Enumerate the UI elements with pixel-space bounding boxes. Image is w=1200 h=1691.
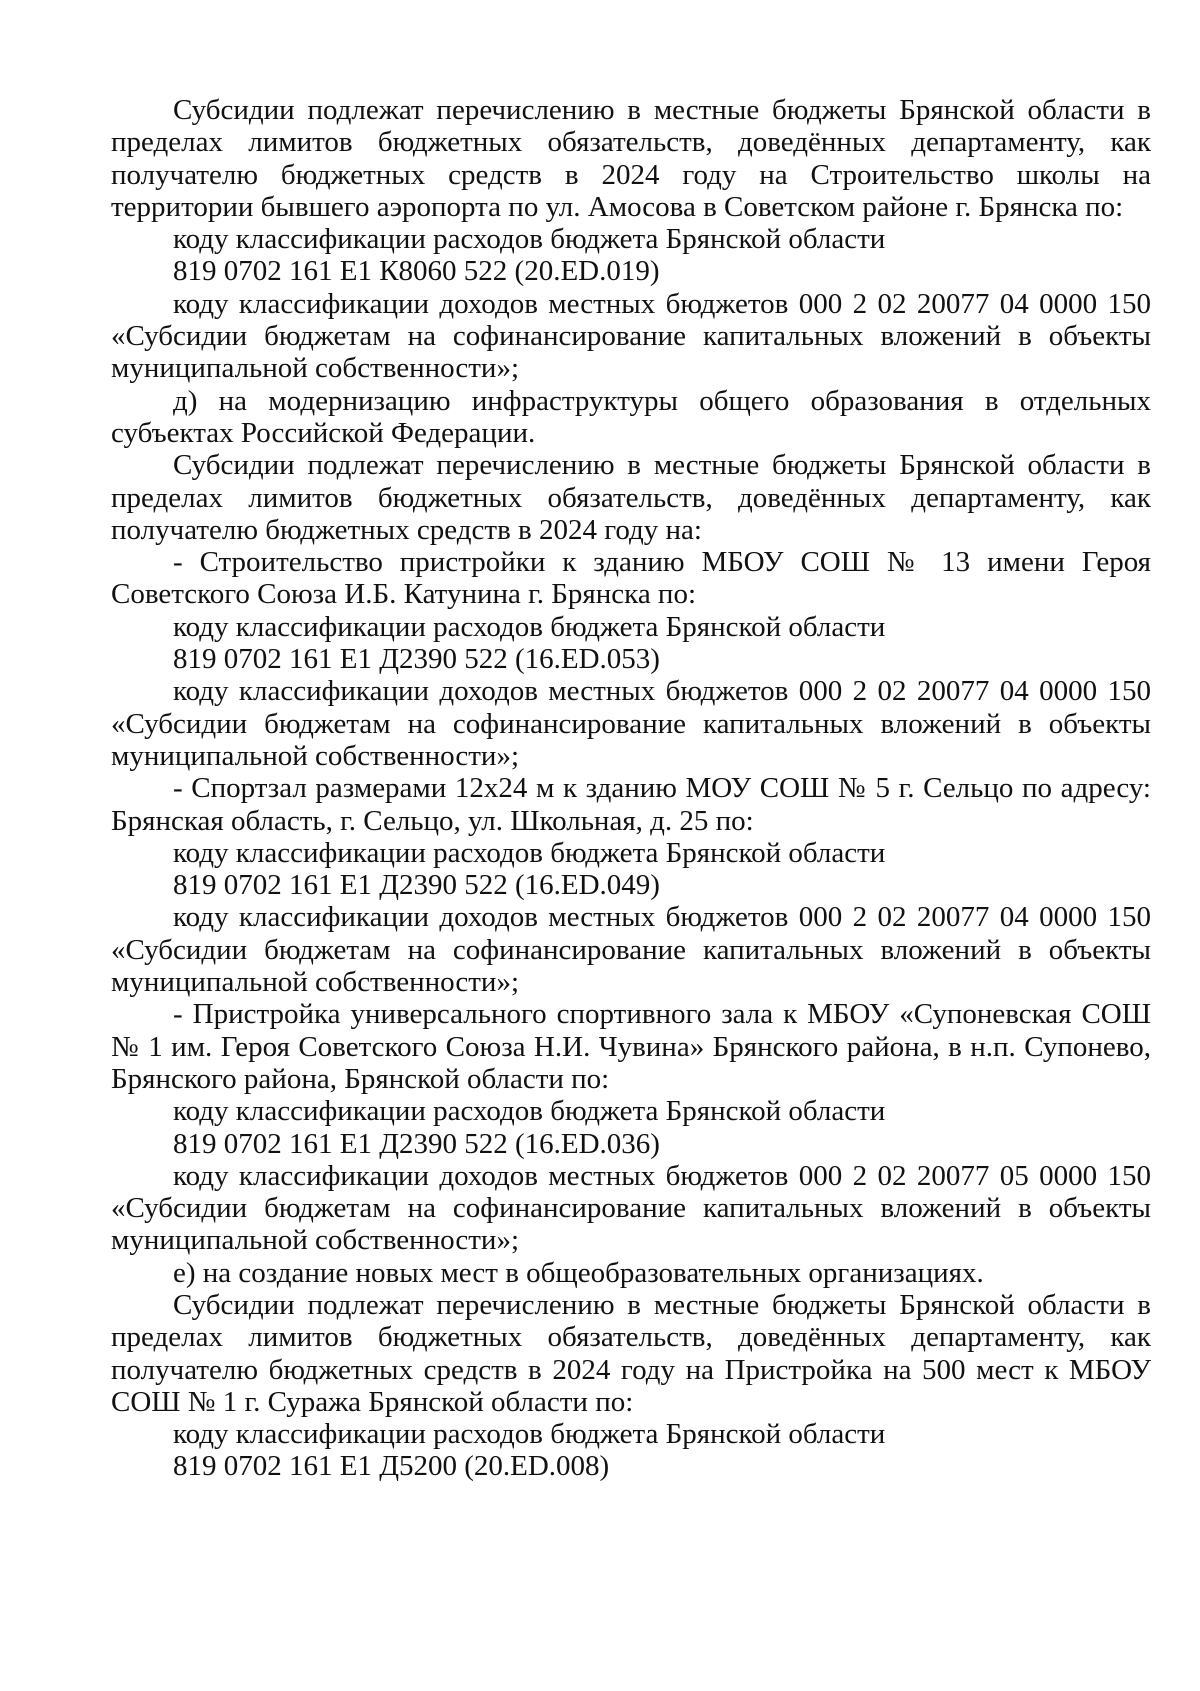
paragraph-subsidies-school-airport: Субсидии подлежат перечислению в местные бюджеты Брянской области в пределах лимитов бюджетных обязательств, доведённых департаменту, как получателю бюджетных средств в 2024 году на Строительство школы на территории бывшего аэропорта по ул. Амосова в Советском районе г. Брянска по: [111, 94, 1151, 223]
expense-code-value: 819 0702 161 Е1 Д2390 522 (16.ED.053) [173, 643, 660, 676]
expense-code-label: коду классификации расходов бюджета Брянской области [173, 836, 886, 869]
list-item-gym-seltso: - Спортзал размерами 12х24 м к зданию МОУ СОШ № 5 г. Сельцо по адресу: Брянская область, г. Сельцо, ул. Школьная, д. 25 по: [111, 772, 1151, 837]
list-item-gym-suponevo: - Пристройка универсального спортивного зала к МБОУ «Супоневская СОШ № 1 им. Героя Советского Союза Н.И. Чувина» Брянского района, в н.п. Супонево, Брянского района, Брянской области по: [111, 998, 1151, 1095]
income-code-paragraph: коду классификации доходов местных бюджетов 000 2 02 20077 04 0000 150 «Субсидии бюджетам на софинансирование капитальных вложений в объекты муниципальной собственности»; [111, 675, 1151, 772]
income-code-paragraph: коду классификации доходов местных бюджетов 000 2 02 20077 04 0000 150 «Субсидии бюджетам на софинансирование капитальных вложений в объекты муниципальной собственности»; [111, 287, 1151, 385]
expense-code-value: 819 0702 161 Е1 Д2390 522 (16.ED.036) [173, 1127, 660, 1160]
expense-code-value: 819 0702 161 Е1 Д2390 522 (16.ED.049) [173, 869, 660, 902]
paragraph-subsidies-surazh: Субсидии подлежат перечислению в местные бюджеты Брянской области в пределах лимитов бюджетных обязательств, доведённых департаменту, как получателю бюджетных средств в 2024 году на Пристройка на 500 мест к МБОУ СОШ № 1 г. Суража Брянской области по: [111, 1288, 1151, 1418]
item-e-new-places: е) на создание новых мест в общеобразовательных организациях. [173, 1256, 984, 1289]
expense-code-value: 819 0702 161 Е1 Д5200 (20.ED.008) [173, 1450, 610, 1483]
list-item-annex-school-13: - Строительство пристройки к зданию МБОУ СОШ № 13 имени Героя Советского Союза И.Б. Катунина г. Брянска по: [111, 546, 1151, 611]
paragraph-subsidies-list: Субсидии подлежат перечислению в местные бюджеты Брянской области в пределах лимитов бюджетных обязательств, доведённых департаменту, как получателю бюджетных средств в 2024 году на: [111, 449, 1151, 546]
expense-code-label: коду классификации расходов бюджета Брянской области [173, 610, 886, 643]
expense-code-value: 819 0702 161 Е1 К8060 522 (20.ED.019) [173, 255, 660, 288]
expense-code-label: коду классификации расходов бюджета Брянской области [173, 1095, 886, 1128]
income-code-paragraph: коду классификации доходов местных бюджетов 000 2 02 20077 04 0000 150 «Субсидии бюджетам на софинансирование капитальных вложений в объекты муниципальной собственности»; [111, 901, 1151, 999]
income-code-paragraph: коду классификации доходов местных бюджетов 000 2 02 20077 05 0000 150 «Субсидии бюджетам на софинансирование капитальных вложений в объекты муниципальной собственности»; [111, 1159, 1151, 1257]
expense-code-label: коду классификации расходов бюджета Брянской области [173, 223, 886, 256]
expense-code-label: коду классификации расходов бюджета Брянской области [173, 1418, 886, 1451]
item-d-modernization: д) на модернизацию инфраструктуры общего образования в отдельных субъектах Российской Федерации. [111, 384, 1151, 449]
document-body [111, 94, 1151, 1483]
